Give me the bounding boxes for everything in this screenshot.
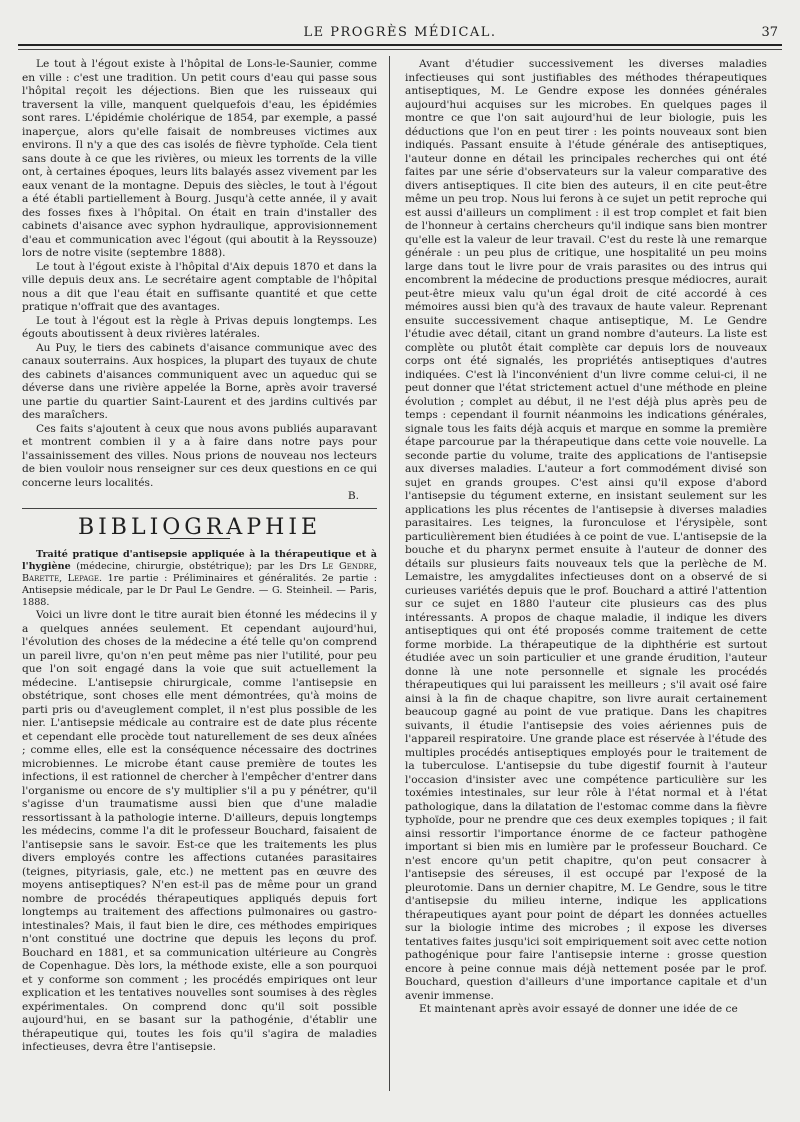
right-column — [405, 58, 767, 1017]
paragraph: Avant d'étudier successivement les diverses maladies infectieuses qui sont justifiables des méthodes thérapeutiques antiseptiques, M. Le Gendre expose les données générales aujourd'hui acquises sur les microbes. En quelques pages il montre ce que l'on sait aujourd'hui de leur biologie, puis les déductions que l'on en peut tirer : les points nouveaux sont bien indiqués. Passant ensuite à l'étude générale des antiseptiques, l'auteur donne en détail les principales recherches qui ont été faites par une série d'observateurs sur la valeur comparative des divers antiseptiques. Il cite bien des auteurs, il en cite peut-être même un peu trop. Nous lui ferons à ce sujet un petit reproche qui est aussi d'ailleurs un compliment : il est trop complet et fait bien de l'honneur à certains chercheurs qu'il indique sans bien montrer qu'elle est la valeur de leur travail. C'est du reste là une remarque générale : un peu plus de critique, une hospitalité un peu moins large dans tout le livre pour de vrais parasites ou des intrus qui encombrent la médecine de productions presque médiocres, aurait peut-être mieux valu qu'un égal droit de cité accordé à ces mémoires aussi bien qu'à des travaux de haute valeur. Reprenant ensuite successivement chaque antiseptique, M. Le Gendre l'étudie avec détail, citant un grand nombre d'auteurs. La liste est complète ou plutôt était complète car depuis lors de nouveaux corps ont été signalés, les propriétés antiseptiques d'autres indiquées. C'est là l'inconvénient d'un livre comme celui-ci, il ne peut donner que l'état strictement actuel d'une méthode en pleine évolution ; complet au début, il ne l'est déjà plus après peu de temps : cependant il fournit néanmoins les indications générales, signale tous les faits déjà acquis et marque en somme la première étape parcourue par la thérapeutique dans cette voie nouvelle. La seconde partie du volume, traite des applications de l'antisepsie aux diverses maladies. L'auteur a fort commodément divisé son sujet en grands groupes. C'est ainsi qu'il expose d'abord l'antisepsie du tégument externe, en insistant seulement sur les applications les plus récentes de l'antisepsie à diverses maladies parasitaires. Les teignes, la furonculose et l'érysipèle, sont particulièrement bien étudiées à ce point de vue. L'antisepsie de la bouche et du pharynx permet ensuite à l'auteur de donner des détails sur plusieurs faits nouveaux tels que la perlèche de M. Lemaistre, les amygdalites infectieuses dont on a observé de si curieuses variétés depuis que le prof. Bouchard a attiré l'attention sur ce sujet en 1880 l'auteur cite plusieurs cas des plus intéressants. A propos de chaque maladie, il indique les divers antiseptiques qui ont été proposés comme traitement de cette forme morbide. La thérapeutique de la diphthérie est surtout étudiée avec un soin particulier et une grande érudition, l'auteur donne là une note personnelle et signale les procédés thérapeutiques qui lui paraissent les meilleurs ; s'il avait osé faire ainsi à la fin de chaque chapitre, son livre aurait certainement beaucoup gagné au point de vue pratique. Dans les chapitres suivants, il étudie l'antisepsie des voies aériennes puis de l'appareil respiratoire. Une grande place est réservée à l'étude des multiples procédés antiseptiques employés pour le traitement de la tuberculose. L'antisepsie du tube digestif fournit à l'auteur l'occasion d'insister avec une compétence particulière sur les toxémies intestinales, sur leur rôle à l'état normal et à l'état pathologique, dans la dilatation de l'estomac comme dans la fièvre typhoïde, pour ne prendre que ces deux exemples topiques ; il fait ainsi ressortir l'importance énorme de ce facteur pathogène important si bien mis en lumière par le professeur Bouchard. Ce n'est encore qu'un petit chapitre, qu'on peut consacrer à l'antisepsie des séreuses, il est occupé par l'exposé de la pleurotomie. Dans un dernier chapitre, M. Le Gendre, sous le titre d'antisepsie du milieu interne, indique les applications thérapeutiques ayant pour point de départ les données actuelles sur la biologie intime des microbes ; il expose les diverses tentatives faites jusqu'ici soit empiriquement soit avec cette notion pathogénique pour faire l'antisepsie interne : grosse question encore à peine connue mais déjà nettement posée par le prof. Bouchard, question d'ailleurs d'une importance capitale et d'un avenir immense. — [405, 58, 767, 1002]
left-column — [22, 58, 377, 1055]
paragraph: Le tout à l'égout existe à l'hôpital d'Aix depuis 1870 et dans la ville depuis deux ans. Le secrétaire agent comptable de l'hôpital nous a dit que l'eau était en suffisante quantité et que cette pratique n'offrait que des avantages. — [22, 260, 377, 313]
book-details: . 1re partie : Préliminaires et généralités. 2e partie : Antisepsie médicale, par le Dr Paul Le Gendre. — G. Steinheil. — Paris, 1888. — [22, 573, 377, 608]
paragraph: Le tout à l'égout existe à l'hôpital de Lons-le-Saunier, comme en ville : c'est une tradition. Un petit cours d'eau qui passe sous l'hôpital reçoit les déjections. Bien que les ruisseaux qui traversent la ville, manquent quelquefois d'eau, les épidémies sont rares. L'épidémie cholérique de 1854, par exemple, a passé inaperçue, alors qu'elle faisait de nombreuses victimes aux environs. Il n'y a que des cas isolés de fièvre typhoïde. Cela tient sans doute à ce que les rivières, ou mieux les torrents de la ville ont, à certaines époques, leurs lits balayés assez vivement par les eaux venant de la montagne. Depuis des siècles, le tout à l'égout a été établi partiellement à Bourg. Jusqu'à cette année, il y avait des fosses fixes à l'hôpital. On était en train d'installer des cabinets d'aisance avec syphon hydraulique, approvisionnement d'eau et communication avec l'égout (qui aboutit à la Reyssouze) lors de notre visite (septembre 1888). — [22, 58, 377, 259]
column-separator — [389, 56, 390, 1091]
signature: B. — [347, 490, 359, 502]
header-rule — [18, 44, 782, 46]
running-header — [18, 22, 782, 44]
paragraph: Ces faits s'ajoutent à ceux que nous avons publiés auparavant et montrent combien il y a à faire dans notre pays pour l'assainissement des villes. Nous prions de nouveau nos lecteurs de bien vouloir nous renseigner sur ces deux questions en ce qui concerne leurs localités. — [22, 422, 377, 489]
review-paragraph: Voici un livre dont le titre aurait bien étonné les médecins il y a quelques années seulement. Et cependant aujourd'hui, l'évolution des choses de la médecine a été telle qu'on comprend un pareil livre, qu'on n'en peut même pas nier l'utilité, pour peu que l'on soit engagé dans la voie que suit actuellement la médecine. L'antisepsie chirurgicale, comme l'antisepsie en obstétrique, sont choses elle ment démontrées, qu'à moins de parti pris ou d'aveuglement complet, il n'est plus possible de les nier. L'antisepsie médicale au contraire est de date plus récente et cependant elle procède tout naturellement de ses deux aînées ; comme elles, elle est la conséquence nécessaire des doctrines microbiennes. Le microbe étant cause première de toutes les infections, il est rationnel de chercher à l'empêcher d'entrer dans l'organisme ou encore de s'y multiplier s'il a pu y pénétrer, qu'il s'agisse d'un traumatisme aussi bien que d'une maladie ressortissant à la pathologie interne. D'ailleurs, depuis longtemps les médecins, comme l'a dit le professeur Bouchard, faisaient de l'antisepsie sans le savoir. Est-ce que les traitements les plus divers employés contre les affections cutanées parasitaires (teignes, pityriasis, gale, etc.) ne mettent pas en œuvre des moyens antiseptiques? N'en est-il pas de même pour un grand nombre de procédés thérapeutiques appliqués depuis fort longtemps au traitement des affections pulmonaires ou gastro-intestinales? Mais, il faut bien le dire, ces méthodes empiriques n'ont constitué une doctrine que depuis les leçons du prof. Bouchard en 1881, et sa communication ultérieure au Congrès de Copenhague. Dès lors, la méthode existe, elle a son pourquoi et y conforme son comment ; les procédés empiriques ont leur explication et les tentatives nouvelles sont soumises à des règles expérimentales. On comprend donc qu'il soit possible aujourd'hui, en se basant sur la pathogénie, d'établir une thérapeutique qui, toutes les fois qu'il s'agira de maladies infectieuses, devra être l'antisepsie. — [22, 609, 377, 1053]
paragraph: Le tout à l'égout est la règle à Privas depuis longtemps. Les égouts aboutissent à deux rivières latérales. — [22, 314, 377, 340]
book-title: Traité pratique d'antisepsie appliquée à la thérapeutique et à l'hygiène — [22, 549, 377, 572]
paragraph: Et maintenant après avoir essayé de donner une idée de ce — [419, 1003, 738, 1015]
journal-title: LE PROGRÈS MÉDICAL. — [303, 25, 497, 40]
book-subtitle: (médecine, chirurgie, obstétrique); par les Drs — [70, 561, 322, 572]
book-authors: Le Gendre, Barette, Lepage — [22, 561, 377, 584]
paragraph: Au Puy, le tiers des cabinets d'aisance communique avec des canaux souterrains. Aux hospices, la plupart des tuyaux de chute des cabinets d'aisances communiquent avec un aqueduc qui se déverse dans une rivière appelée la Borne, après avoir traversé une partie du quartier Saint-Laurent et des jardins cultivés par des maraîchers. — [22, 341, 377, 421]
section-divider — [22, 508, 377, 509]
book-reference — [22, 549, 377, 609]
section-title: BIBLIOGRAPHIE — [77, 514, 322, 540]
header-rule-thin — [18, 49, 782, 50]
page-number: 37 — [761, 25, 778, 40]
